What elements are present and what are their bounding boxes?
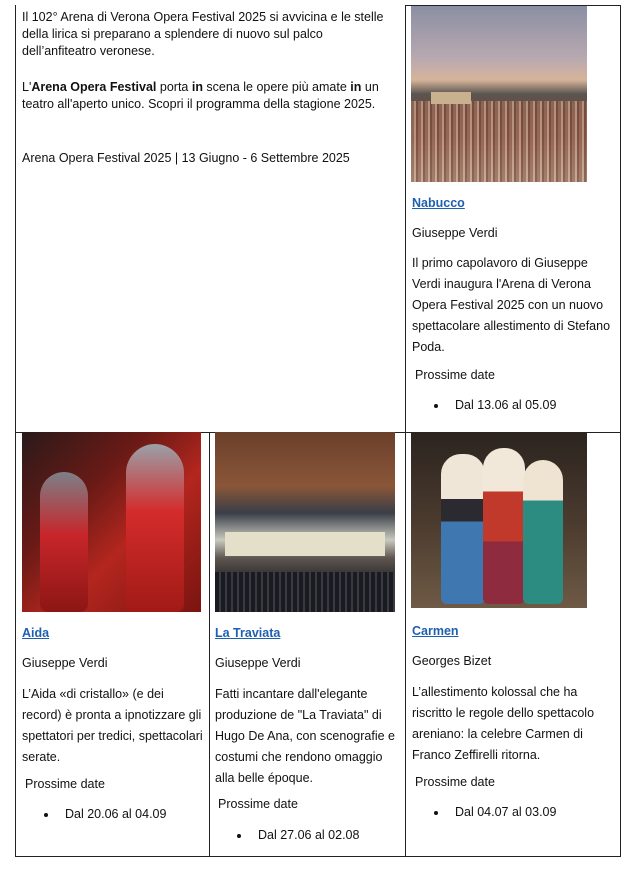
carmen-composer: Georges Bizet (412, 654, 492, 668)
intro-text: L' (22, 80, 32, 94)
arena-crowd (411, 101, 587, 182)
traviata-title-link[interactable]: La Traviata (215, 626, 281, 640)
aida-photo (22, 432, 201, 612)
intro-text: scena le opere più amate (202, 80, 351, 94)
intro-paragraph-1: Il 102° Arena di Verona Opera Festival 2025 si avvicina e le stelle della lirica si preparano a splendere di nuovo sul palco dell’anfiteatro veronese. (22, 10, 384, 58)
carmen-figure-1 (441, 454, 485, 604)
aida-title-link[interactable]: Aida (22, 626, 50, 640)
arena-arches (431, 92, 471, 104)
col-divider-top (405, 5, 406, 433)
traviata-stage (225, 532, 385, 556)
carmen-upcoming-label: Prossime date (415, 775, 495, 789)
traviata-photo (215, 432, 395, 612)
carmen-figure-2 (483, 448, 525, 604)
aida-upcoming-label: Prossime date (25, 777, 105, 791)
aida-figure-1 (40, 472, 88, 612)
carmen-photo (411, 432, 587, 608)
nabucco-upcoming-label: Prossime date (415, 368, 495, 382)
bullet-icon (434, 811, 438, 815)
intro-text: porta (156, 80, 192, 94)
nabucco-dates: Dal 13.06 al 05.09 (455, 398, 557, 412)
intro-paragraph-2 (22, 79, 400, 113)
bullet-icon (434, 404, 438, 408)
nabucco-photo (411, 6, 587, 182)
table-border-right (620, 5, 621, 857)
intro-bold-word: in (350, 80, 362, 94)
intro-text: un teatro all'aperto unico. Scopri il programma della stagione 2025. (22, 80, 379, 111)
col-divider-1 (209, 432, 210, 857)
traviata-composer: Giuseppe Verdi (215, 656, 301, 670)
traviata-description: Fatti incantare dall'elegante produzione de "La Traviata" di Hugo De Ana, con scenografie e costumi che rendono omaggio alla belle époque. (215, 687, 395, 785)
aida-description: L’Aida «di cristallo» (e dei record) è pronta a ipnotizzare gli spettatori per tredici, spettacolari serate. (22, 687, 203, 764)
traviata-audience (215, 572, 395, 612)
festival-dates: Arena Opera Festival 2025 | 13 Giugno - 6 Settembre 2025 (22, 151, 350, 165)
intro-bold-word: in (191, 80, 203, 94)
bullet-icon (237, 834, 241, 838)
carmen-dates: Dal 04.07 al 03.09 (455, 805, 557, 819)
traviata-dates: Dal 27.06 al 02.08 (258, 828, 360, 842)
carmen-figure-3 (523, 460, 563, 604)
aida-composer: Giuseppe Verdi (22, 656, 108, 670)
carmen-title-link[interactable]: Carmen (412, 624, 459, 638)
nabucco-description: Il primo capolavoro di Giuseppe Verdi inaugura l'Arena di Verona Opera Festival 2025 con un nuovo spettacolare allestimento di Stefano Poda. (412, 256, 611, 354)
traviata-upcoming-label: Prossime date (218, 797, 298, 811)
bullet-icon (44, 813, 48, 817)
table-border-bottom (15, 856, 621, 857)
aida-figure-2 (126, 444, 184, 612)
festival-name: Arena Opera Festival (31, 80, 157, 94)
aida-dates: Dal 20.06 al 04.09 (65, 807, 167, 821)
table-border-left (15, 5, 16, 857)
nabucco-title-link[interactable]: Nabucco (412, 196, 465, 210)
carmen-description: L’allestimento kolossal che ha riscritto le regole dello spettacolo areniano: la celebre Carmen di Franco Zeffirelli ritorna. (412, 685, 595, 762)
program-table (15, 5, 621, 857)
nabucco-composer: Giuseppe Verdi (412, 226, 498, 240)
col-divider-2 (405, 432, 406, 857)
